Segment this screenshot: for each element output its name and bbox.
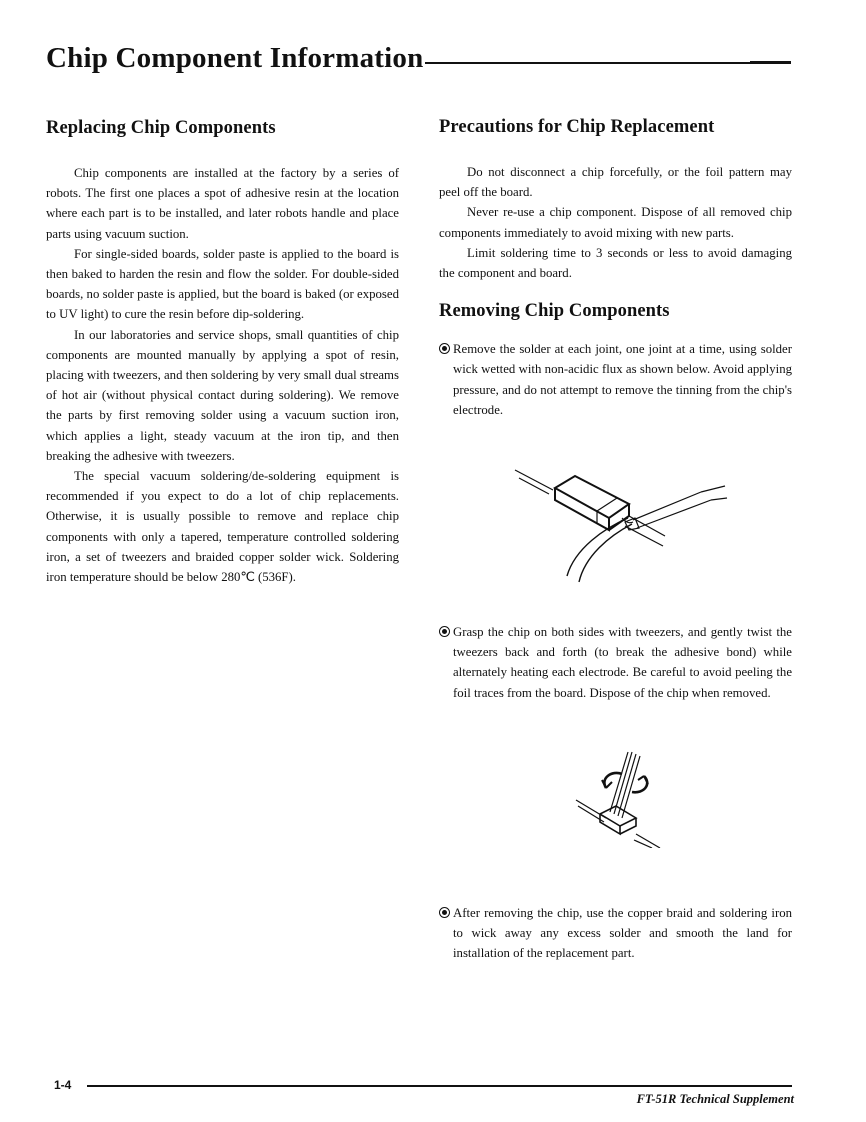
step-text: Remove the solder at each joint, one joint at a time, using solder wick wetted with non-acidic flux as shown below. Avoid applying pressure, and do not attempt to remove the tinning from the chip's electrode. bbox=[453, 342, 792, 417]
step-2 bbox=[439, 622, 792, 703]
page-number: 1-4 bbox=[54, 1078, 72, 1092]
paragraph: Never re-use a chip component. Dispose of all removed chip components immediately to avoid mixing with new parts. bbox=[439, 205, 792, 240]
paragraph: For single-sided boards, solder paste is applied to the board is then baked to harden the resin and flow the solder. For double-sided boards, no solder paste is applied, but the board is baked (or exposed to UV light) to cure the resin before dip-soldering. bbox=[46, 246, 399, 322]
replacing-body bbox=[46, 163, 399, 587]
right-column bbox=[439, 117, 792, 420]
left-column bbox=[46, 118, 399, 587]
paragraph: Limit soldering time to 3 seconds or less to avoid damaging the component and board. bbox=[439, 245, 792, 281]
step-1 bbox=[439, 339, 792, 420]
paragraph: The special vacuum soldering/de-soldering equipment is recommended if you expect to do a lot of chip replacements. Otherwise, it is usually possible to remove and replace chip components with only a tapered, temperature controlled soldering iron, a set of tweezers and braided copper solder wick. Soldering iron temperature should be below 280℃ (536F). bbox=[46, 469, 399, 585]
document-name: FT-51R Technical Supplement bbox=[636, 1092, 794, 1106]
precautions-body bbox=[439, 162, 792, 283]
title-rule bbox=[425, 62, 791, 64]
title-rule-accent bbox=[750, 61, 791, 64]
paragraph: Chip components are installed at the factory by a series of robots. The first one places a spot of adhesive resin at the location where each part is to be installed, and later robots handle and place parts using vacuum suction. bbox=[46, 166, 399, 241]
page-title: Chip Component Information bbox=[46, 42, 424, 74]
bullet-circle-icon bbox=[439, 907, 450, 918]
paragraph: In our laboratories and service shops, small quantities of chip components are mounted manually by applying a spot of resin, placing with tweezers, and then soldering by very small dual streams of hot air (without physical contact during soldering). We remove the parts by first removing solder using a vacuum suction iron, which applies a light, steady vacuum at the iron tip, and then breaking the adhesive with tweezers. bbox=[46, 327, 399, 463]
footer-rule bbox=[87, 1085, 792, 1087]
tweezers-twist-illustration bbox=[570, 748, 670, 848]
bullet-circle-icon bbox=[439, 626, 450, 637]
paragraph: Do not disconnect a chip forcefully, or the foil pattern may peel off the board. bbox=[439, 165, 792, 200]
step-3 bbox=[439, 903, 792, 964]
step-text: After removing the chip, use the copper braid and soldering iron to wick away any excess solder and smooth the land for installation of the replacement part. bbox=[453, 906, 792, 961]
section-heading-removing: Removing Chip Components bbox=[439, 301, 670, 322]
section-heading-replacing: Replacing Chip Components bbox=[46, 118, 276, 138]
bullet-circle-icon bbox=[439, 343, 450, 354]
section-heading-precautions: Precautions for Chip Replacement bbox=[439, 117, 715, 137]
step-text: Grasp the chip on both sides with tweezers, and gently twist the tweezers back and forth (to break the adhesive bond) while alternately heating each electrode. Be careful to avoid peeling the foil traces from the board. Dispose of the chip when removed. bbox=[453, 625, 792, 700]
solder-wick-illustration bbox=[505, 458, 730, 588]
